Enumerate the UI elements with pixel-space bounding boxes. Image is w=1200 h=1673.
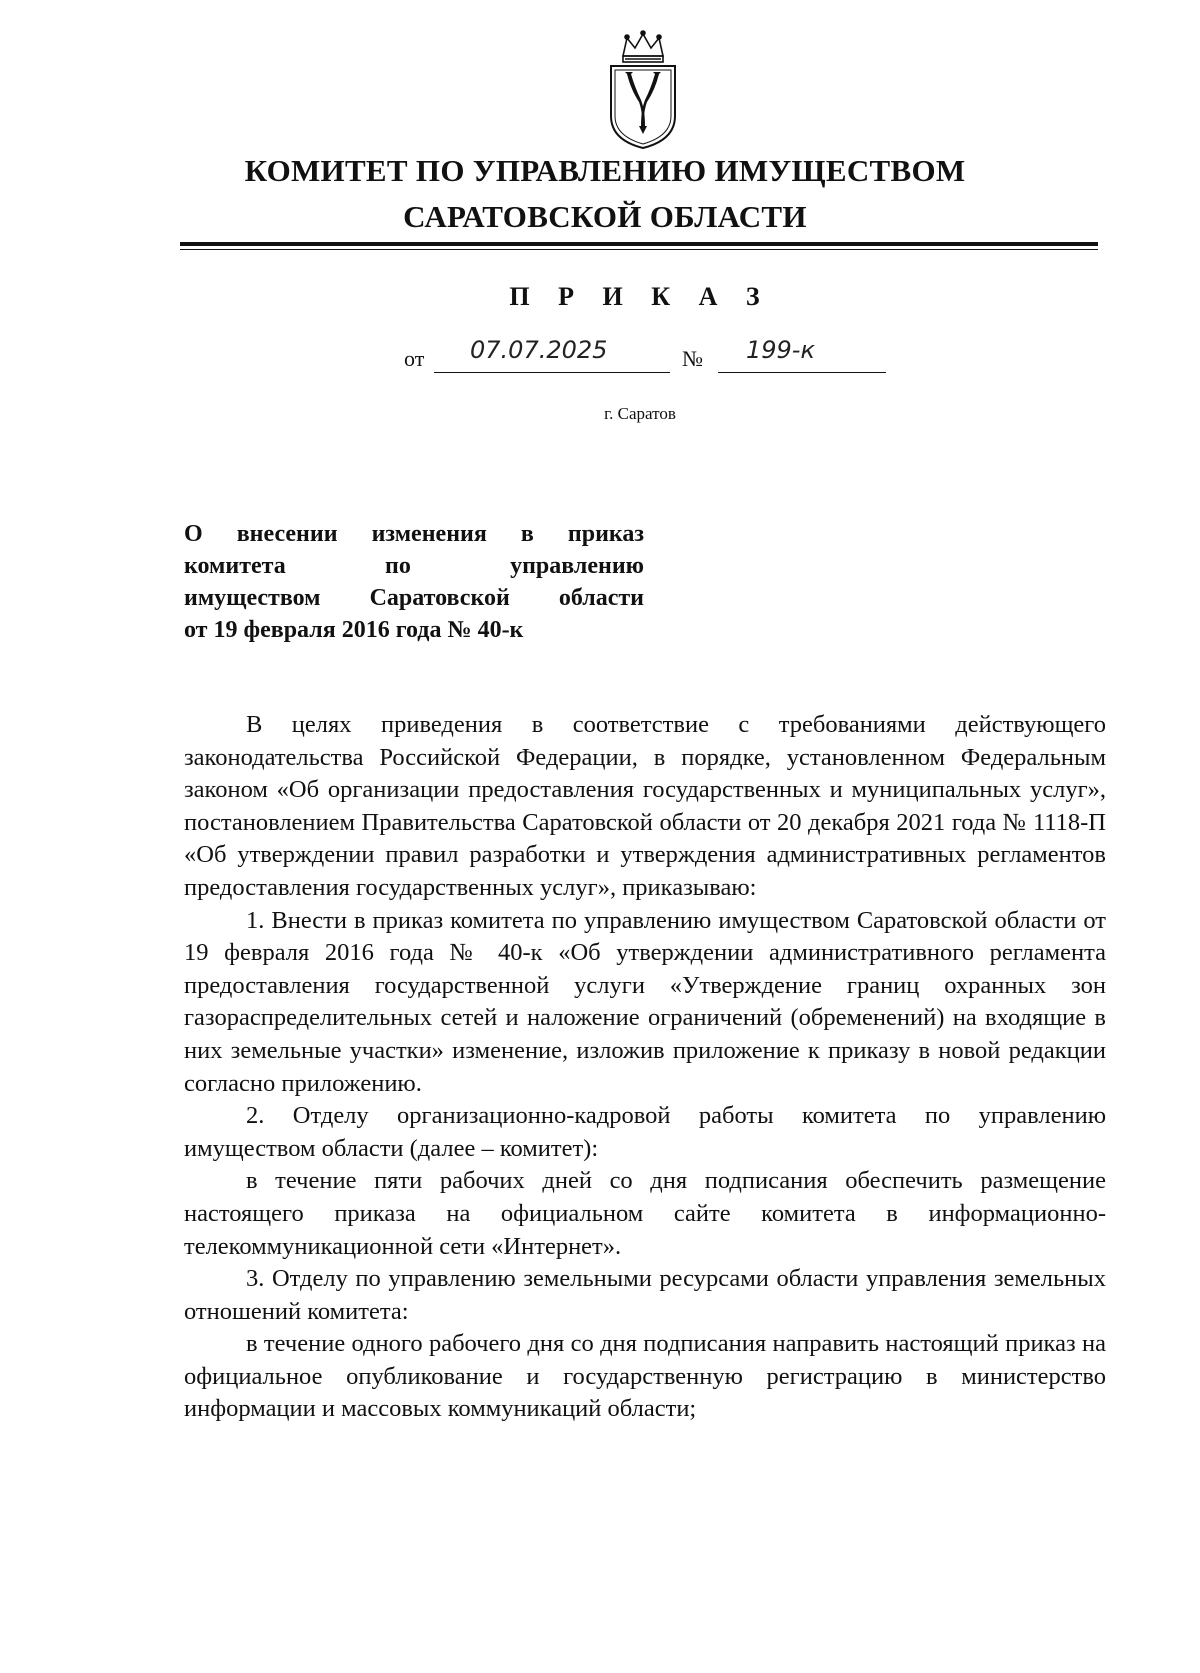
number-handwritten-value: 199-к: [746, 336, 815, 364]
date-handwritten-value: 07.07.2025: [470, 336, 608, 364]
body-paragraph: В целях приведения в соответствие с требованиями действующего законодательства Российской Федерации, в порядке, установленном Федеральным законом «Об организации предоставления государственных и муниципальных услуг», постановлением Правительства Саратовской области от 20 декабря 2021 года № 1118-П «Об утверждении правил разработки и утверждения административных регламентов предоставления государственных услуг», приказываю:: [184, 711, 1106, 901]
subject-line: О внесении изменения в приказ: [184, 521, 644, 547]
document-type: П Р И К А З: [509, 282, 771, 311]
organization-title: [180, 148, 1030, 240]
body-paragraph: 2. Отделу организационно-кадровой работы комитета по управлению имуществом области (далее – комитет):: [184, 1102, 1106, 1162]
date-underline: [434, 372, 670, 373]
saratov-coat-of-arms-icon: [605, 30, 681, 150]
organization-title-line-1: КОМИТЕТ ПО УПРАВЛЕНИЮ ИМУЩЕСТВОМ: [244, 153, 966, 188]
body-paragraph: 1. Внести в приказ комитета по управлению имуществом Саратовской области от 19 февраля 2016 года № 40-к «Об утверждении административного регламента предоставления государственной услуги «Утверждение границ охранных зон газораспределительных сетей и наложение ограничений (обременений) на входящие в них земельные участки» изменение, изложив приложение к приказу в новой редакции согласно приложению.: [184, 906, 1106, 1097]
number-label: №: [682, 346, 703, 371]
subject-line: имуществом Саратовской области: [184, 585, 644, 611]
order-subject: [184, 518, 644, 646]
issue-city: г. Саратов: [604, 404, 676, 423]
organization-title-line-2: САРАТОВСКОЙ ОБЛАСТИ: [403, 199, 807, 234]
subject-line: комитета по управлению: [184, 553, 644, 579]
body-paragraph: 3. Отделу по управлению земельными ресурсами области управления земельных отношений комитета:: [184, 1265, 1106, 1325]
subject-line: от 19 февраля 2016 года № 40-к: [184, 617, 524, 643]
header-divider-thick: [180, 242, 1098, 246]
date-label: от: [404, 346, 425, 371]
header-divider-thin: [180, 249, 1098, 250]
number-underline: [718, 372, 886, 373]
order-body: [184, 709, 1106, 1426]
body-paragraph: в течение одного рабочего дня со дня подписания направить настоящий приказ на официальное опубликование и государственную регистрацию в министерство информации и массовых коммуникаций области;: [184, 1330, 1106, 1423]
body-paragraph: в течение пяти рабочих дней со дня подписания обеспечить размещение настоящего приказа на официальном сайте комитета в информационно-телекоммуникационной сети «Интернет».: [184, 1167, 1106, 1260]
